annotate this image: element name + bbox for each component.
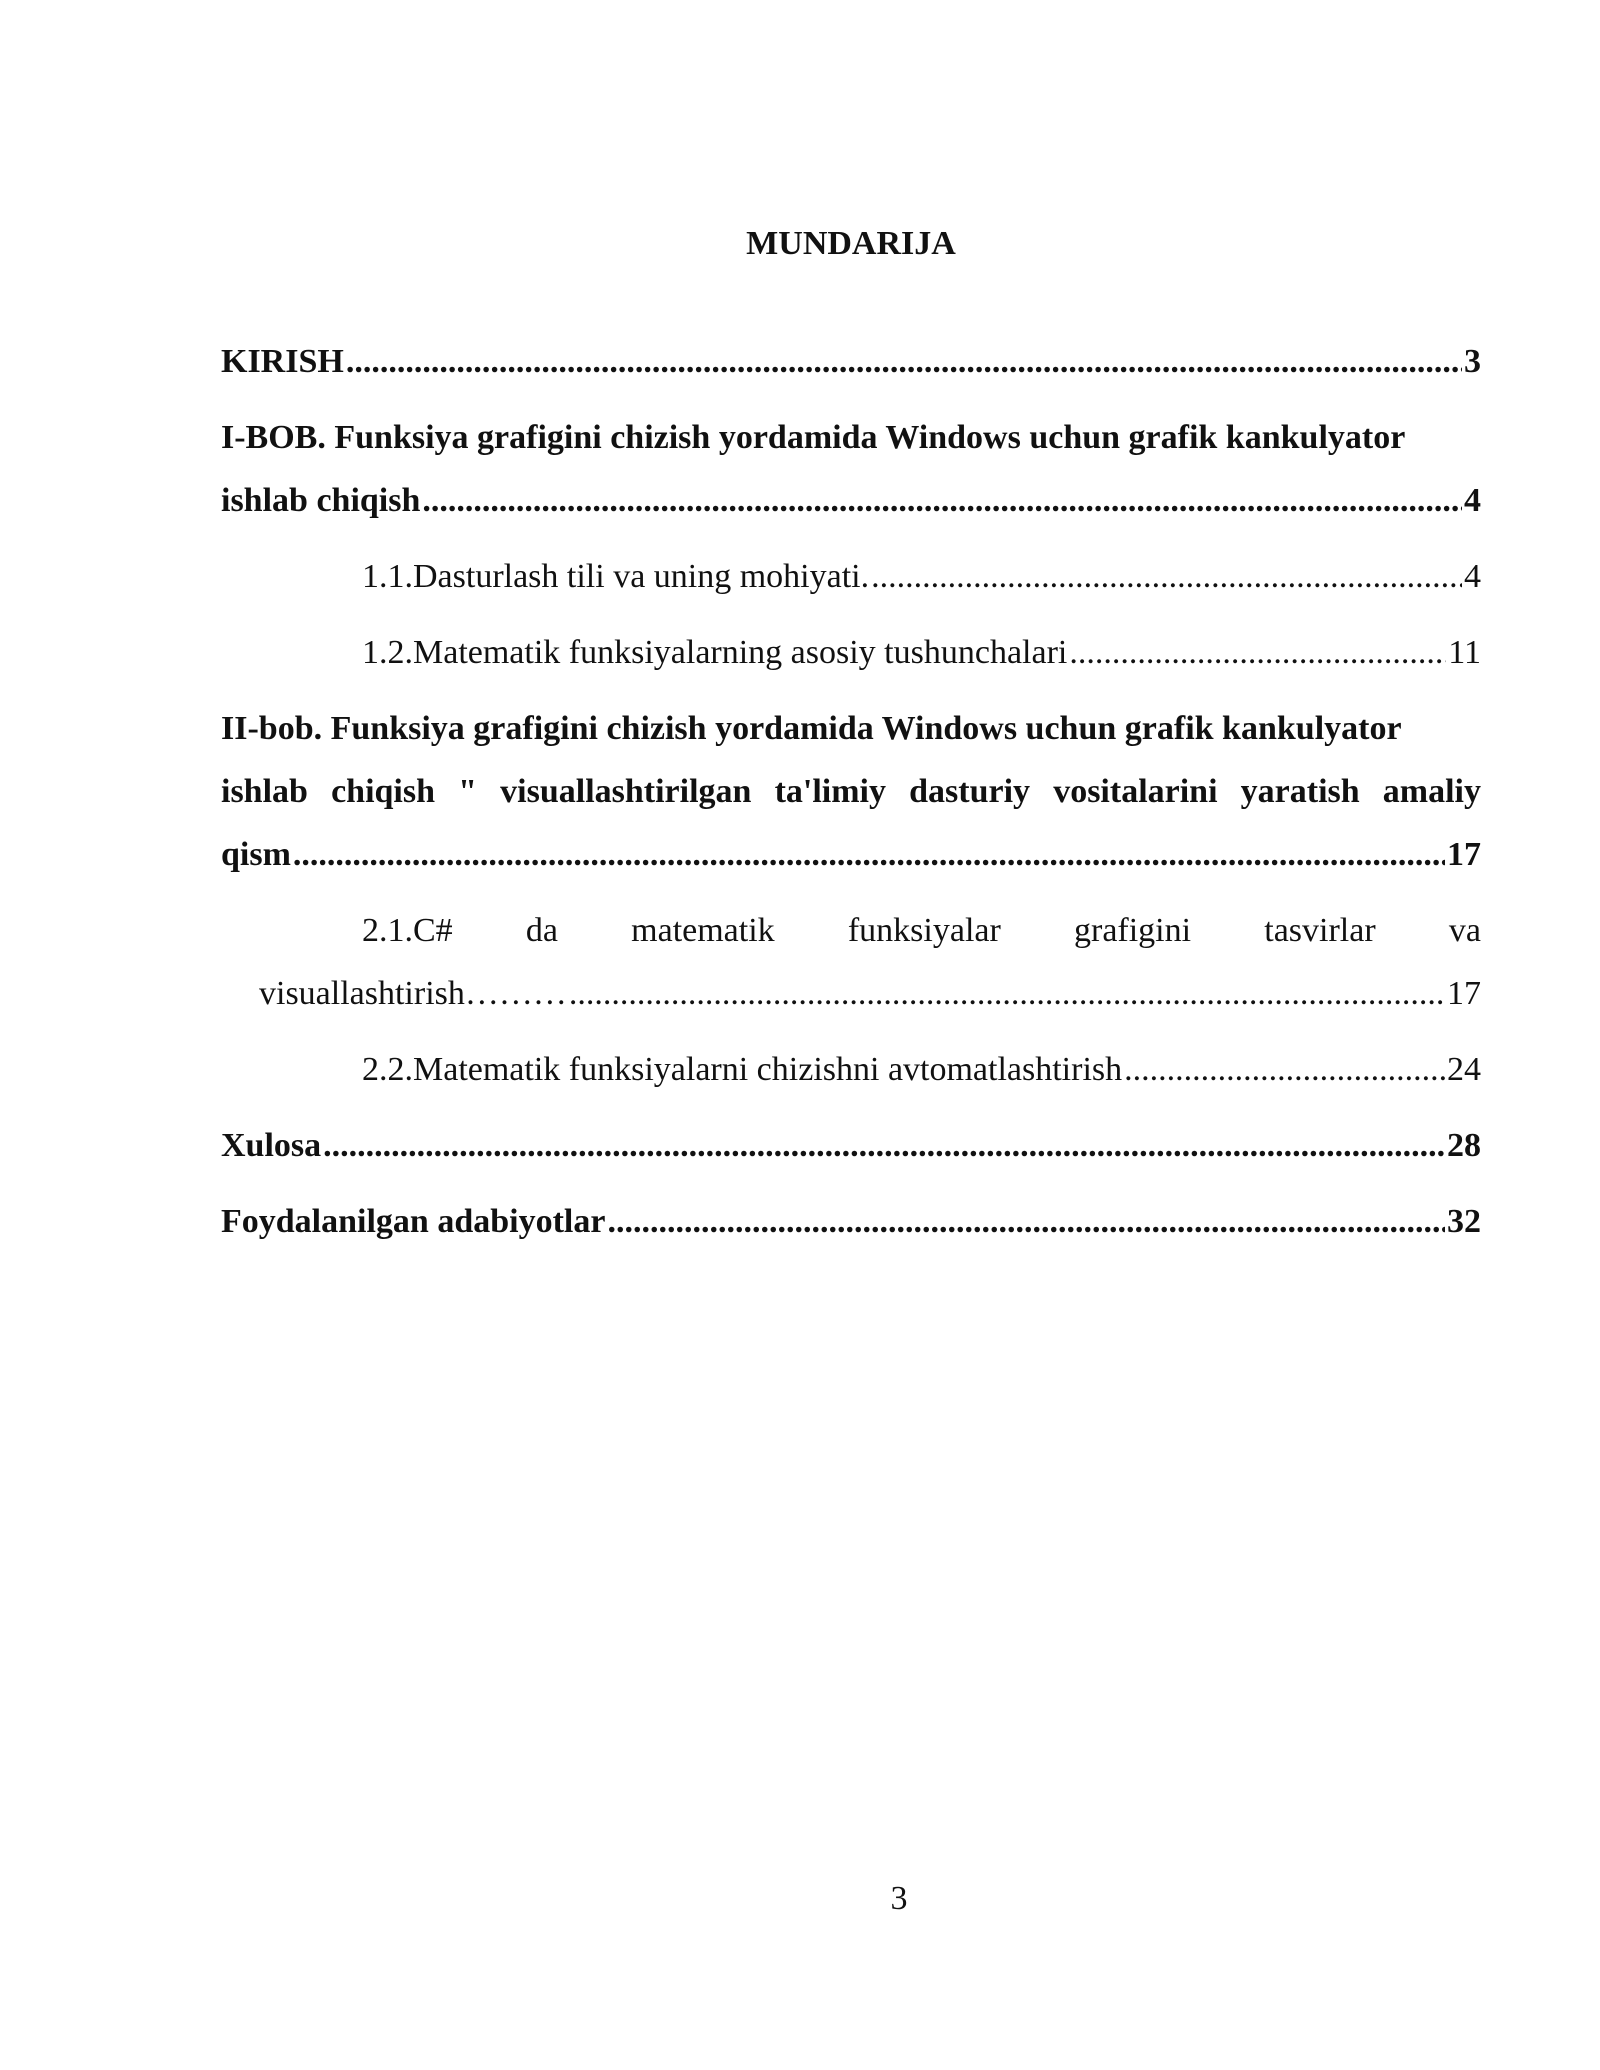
word: ishlab [221,773,308,810]
word: grafigini [1074,912,1192,949]
word: da [525,912,558,949]
toc-page-number: 3 [1464,343,1481,380]
toc-entry-bob1[interactable] [221,406,1481,532]
toc-label-line2 [221,760,1481,823]
toc-label-line3: qism [221,836,291,873]
toc-page-number: 11 [1448,634,1481,671]
toc-label-line1: II-bob. Funksiya grafigini chizish yordamida Windows uchun grafik kankulyator [221,710,1402,747]
toc-entry-kirish[interactable] [221,330,1481,393]
word: amaliy [1382,773,1481,810]
toc-page-number: 28 [1447,1127,1481,1164]
word: funksiyalar [847,912,1001,949]
toc-label: KIRISH [221,343,344,380]
toc-leader-dots [291,823,1445,886]
word: vositalarini [1053,773,1218,810]
page-number: 3 [890,1880,908,1917]
toc-leader-dots [869,545,1462,608]
word: ta'limiy [774,773,887,810]
toc-leader-dots [605,1190,1445,1253]
toc-leader-dots [420,469,1462,532]
toc-label-line2: visuallashtirish……… [259,975,567,1012]
toc-leader-dots [321,1114,1445,1177]
word: va [1448,912,1481,949]
word: yaratish [1240,773,1360,810]
word: dasturiy [909,773,1031,810]
page-title: MUNDARIJA [746,225,956,262]
toc-leader-dots [344,330,1462,393]
toc-entry-2-2[interactable] [221,1038,1481,1101]
toc-label-line1 [221,899,1481,962]
word: visuallashtirilgan [500,773,752,810]
toc-page-number: 24 [1447,1051,1481,1088]
toc-label: Xulosa [221,1127,322,1164]
table-of-contents [221,330,1481,1253]
toc-page-number: 32 [1447,1203,1481,1240]
toc-leader-dots [1067,621,1446,684]
word: 2.1.C# [362,912,453,949]
toc-entry-1-2[interactable] [221,621,1481,684]
word: matematik [631,912,775,949]
word: chiqish [331,773,436,810]
toc-label: 1.2.Matematik funksiyalarning asosiy tushunchalari [362,634,1068,671]
toc-label-line1: I-BOB. Funksiya grafigini chizish yordamida Windows uchun grafik kankulyator [221,419,1406,456]
word: " [458,773,478,810]
toc-label: 2.2.Matematik funksiyalarni chizishni avtomatlashtirish [362,1051,1123,1088]
toc-page-number: 17 [1447,836,1481,873]
toc-label: Foydalanilgan adabiyotlar [221,1203,606,1240]
toc-leader-dots [1122,1038,1445,1101]
toc-entry-adabiyotlar[interactable] [221,1190,1481,1253]
toc-page-number: 4 [1464,482,1481,519]
toc-leader-dots [567,962,1445,1025]
toc-label: 1.1.Dasturlash tili va uning mohiyati. [362,558,870,595]
toc-page-number: 17 [1447,975,1481,1012]
toc-entry-1-1[interactable] [221,545,1481,608]
word: tasvirlar [1264,912,1376,949]
toc-entry-xulosa[interactable] [221,1114,1481,1177]
toc-entry-bob2[interactable] [221,697,1481,886]
toc-page-number: 4 [1464,558,1481,595]
toc-label-line2: ishlab chiqish [221,482,421,519]
toc-entry-2-1[interactable] [221,899,1481,1025]
